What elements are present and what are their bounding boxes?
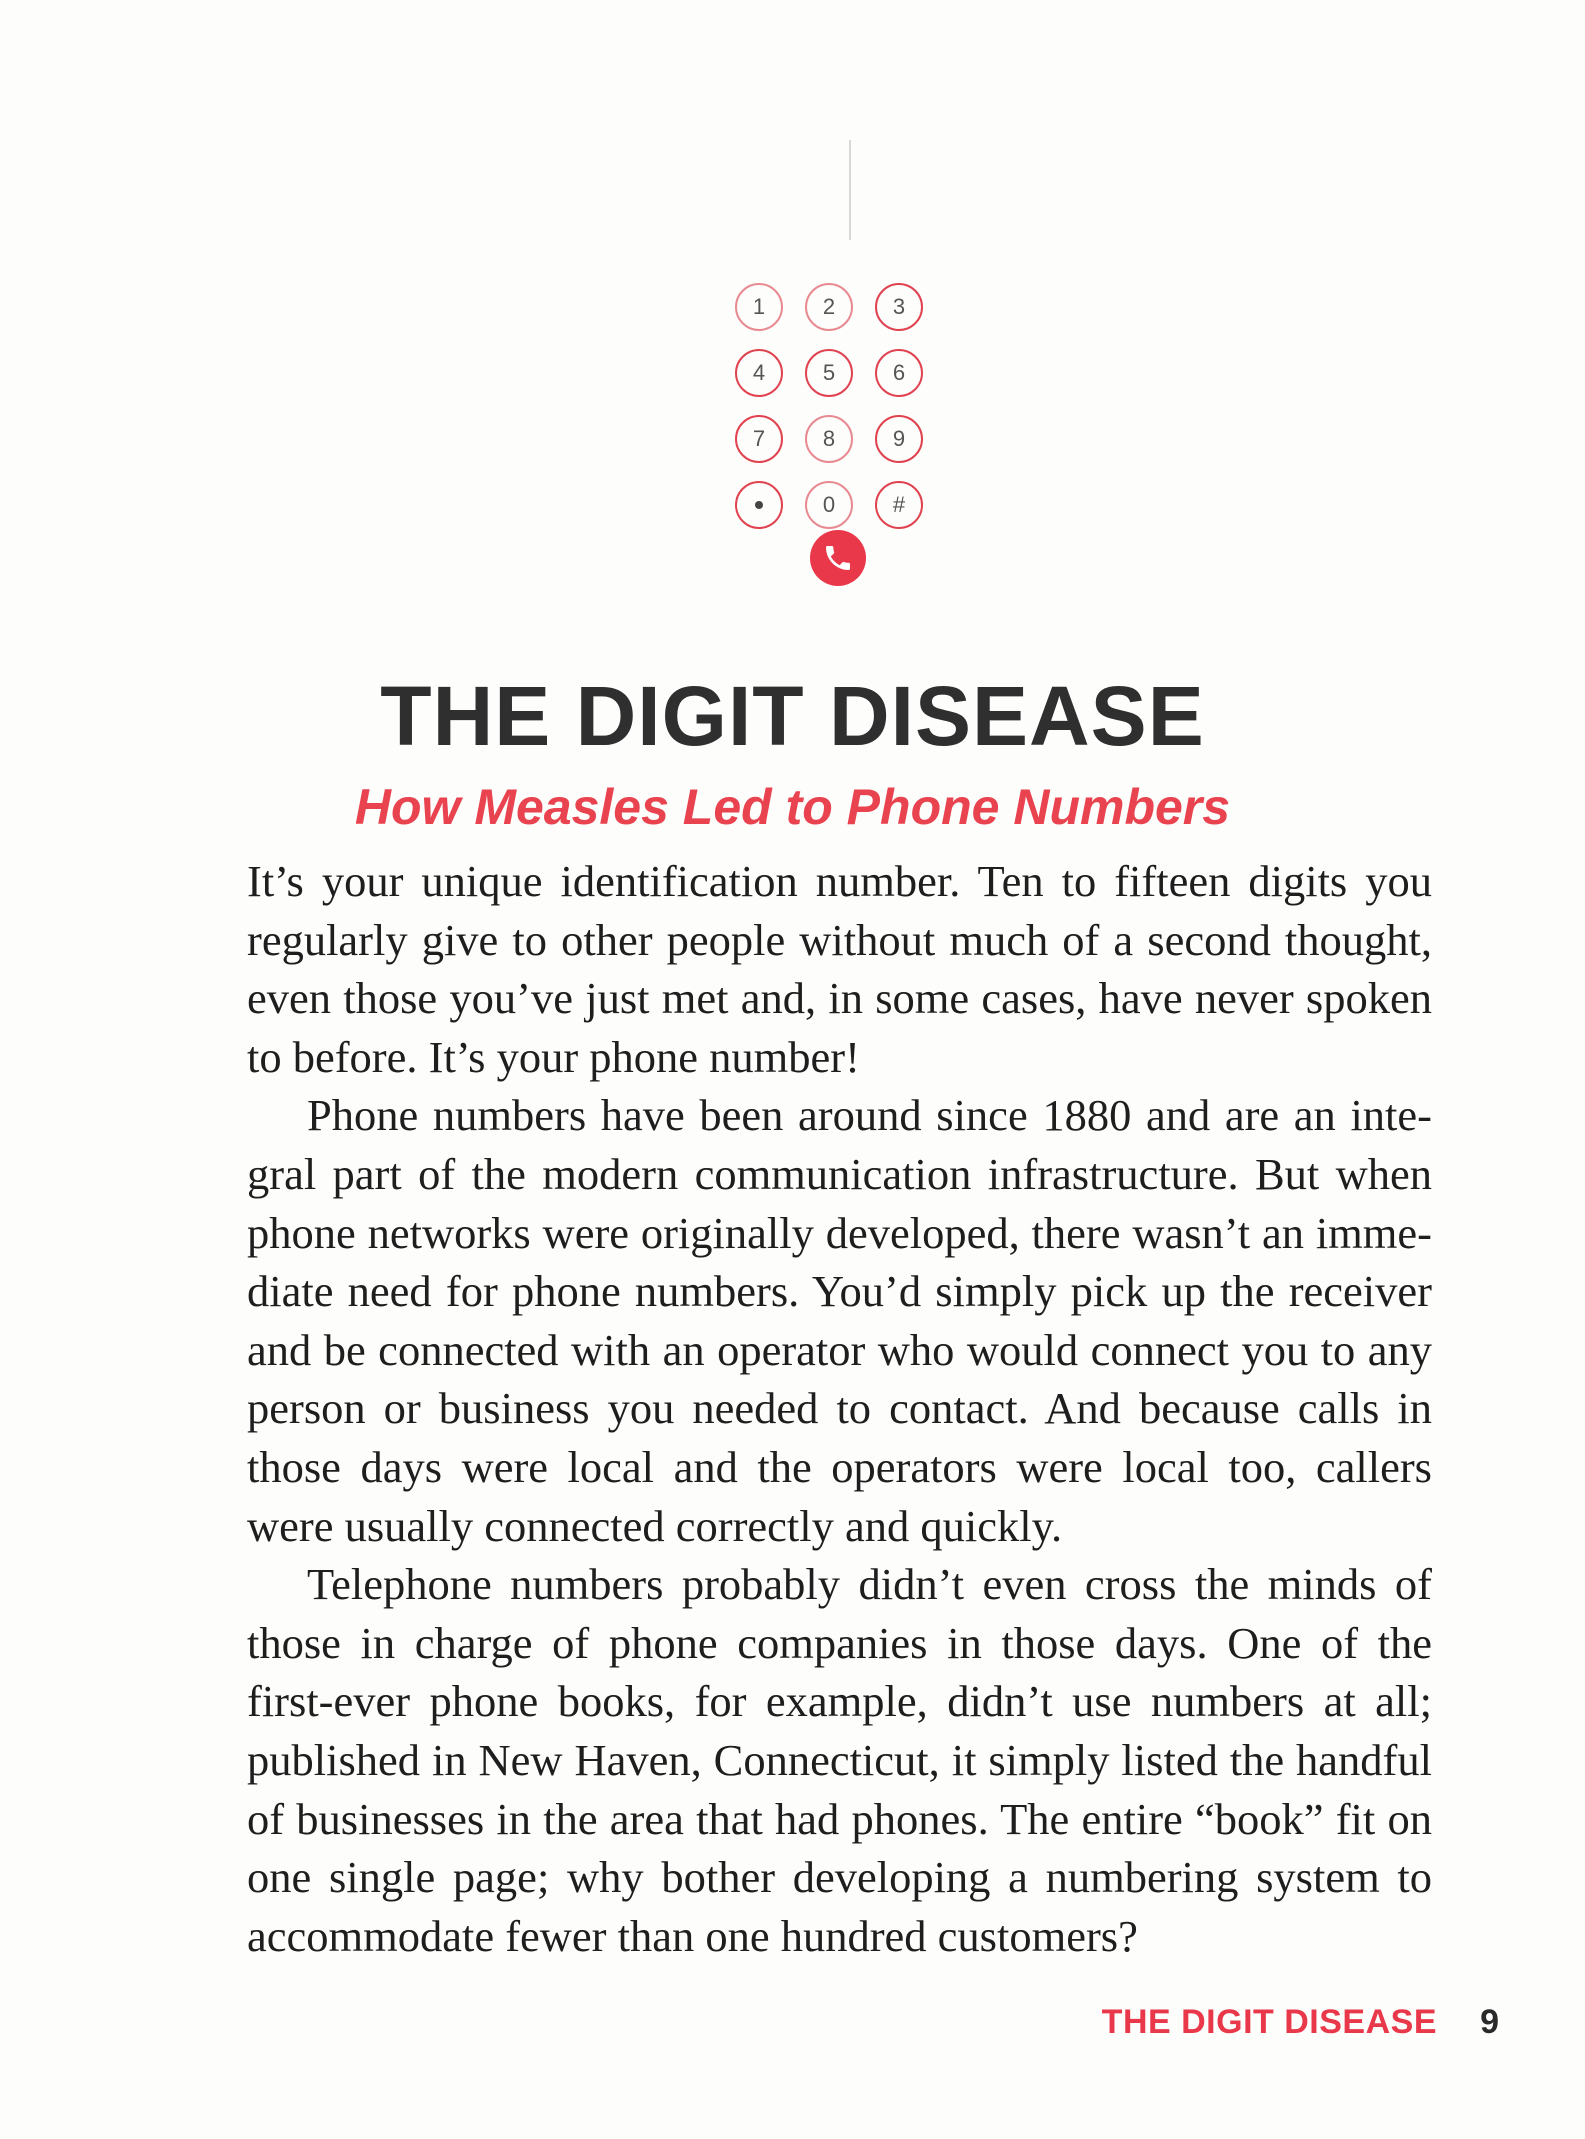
keypad-key-star bbox=[735, 481, 783, 529]
keypad-key-2: 2 bbox=[805, 283, 853, 331]
chapter-title: THE DIGIT DISEASE bbox=[380, 669, 1205, 763]
keypad-key-5: 5 bbox=[805, 349, 853, 397]
paragraph: Phone numbers have been around since 1880 and are an integral part of the modern communication infrastructure. But when phone networks were originally developed, there wasn’t an immediate need for phone numbers. You’d simply pick up the receiver and be connected with an operator who would connect you to any person or business you needed to contact. And because calls in those days were local and the operators were local too, callers were usually connected correctly and quickly. bbox=[247, 1090, 1432, 1551]
keypad-row bbox=[735, 274, 945, 340]
keypad-key-0: 0 bbox=[805, 481, 853, 529]
keypad-key-hash: # bbox=[875, 481, 923, 529]
phone-icon bbox=[822, 542, 854, 574]
paragraph: Telephone numbers probably didn’t even cross the minds of those in charge of phone companies in those days. One of the first-ever phone books, for example, didn’t use numbers at all; published in New Haven, Connecticut, it simply listed the handful of businesses in the area that had phones. The entire “book” fit on one single page; why bother developing a numbering system to accommodate fewer than one hundred customers? bbox=[247, 1559, 1432, 1961]
call-button-illustration bbox=[810, 530, 866, 586]
keypad-row bbox=[735, 472, 945, 538]
scan-artifact bbox=[849, 140, 851, 240]
paragraph: It’s your unique identification number. Ten to fifteen digits you regularly give to other people without much of a second thought, even those you’ve just met and, in some cases, have never spoken to before. It’s your phone number! bbox=[247, 856, 1432, 1082]
chapter-subtitle: How Measles Led to Phone Numbers bbox=[354, 779, 1231, 835]
keypad-key-3: 3 bbox=[875, 283, 923, 331]
keypad-row bbox=[735, 406, 945, 472]
page-number: 9 bbox=[1480, 2003, 1499, 2041]
keypad-row bbox=[735, 340, 945, 406]
keypad-key-8: 8 bbox=[805, 415, 853, 463]
phone-keypad-illustration bbox=[735, 274, 945, 538]
running-footer: THE DIGIT DISEASE bbox=[1101, 2003, 1437, 2041]
keypad-key-1: 1 bbox=[735, 283, 783, 331]
keypad-key-6: 6 bbox=[875, 349, 923, 397]
body-text bbox=[247, 852, 1432, 1965]
keypad-key-9: 9 bbox=[875, 415, 923, 463]
keypad-key-7: 7 bbox=[735, 415, 783, 463]
keypad-key-4: 4 bbox=[735, 349, 783, 397]
